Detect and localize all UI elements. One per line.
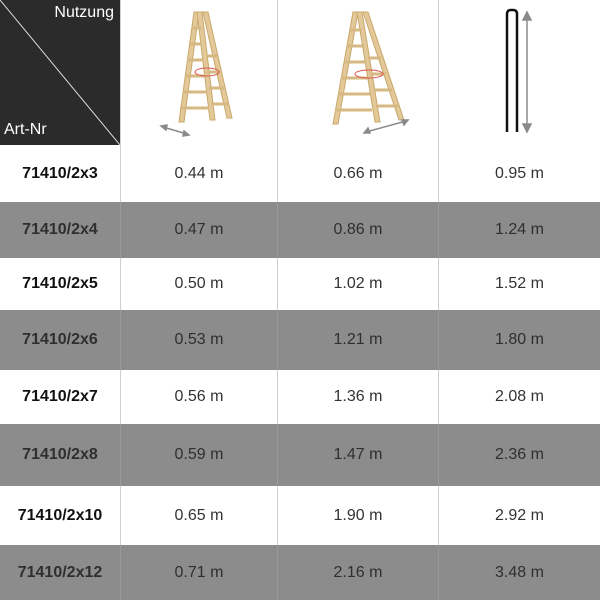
table-row: [0, 202, 600, 258]
folded-height-value: 2.92 m: [438, 486, 600, 545]
folded-height-value: 1.24 m: [438, 202, 600, 258]
ladder-width-icon: [121, 0, 278, 145]
folded-height-value: 0.95 m: [438, 145, 600, 202]
article-number: 71410/2x12: [17, 563, 103, 581]
header-col-base-width: [120, 0, 277, 145]
open-width-value: 1.02 m: [277, 258, 438, 310]
article-number-label: Art-Nr: [4, 121, 47, 138]
open-width-value: 1.21 m: [277, 310, 438, 370]
header-col-folded-height: [438, 0, 600, 145]
table-row: [0, 370, 600, 424]
open-width-value: 1.90 m: [277, 486, 438, 545]
base-width-value: 0.59 m: [120, 424, 277, 486]
table-row: [0, 486, 600, 545]
table-row: [0, 545, 600, 600]
table-row: [0, 310, 600, 370]
article-number: 71410/2x5: [22, 275, 98, 292]
base-width-value: 0.71 m: [120, 545, 277, 600]
base-width-value: 0.53 m: [120, 310, 277, 370]
ladder-width-wide-icon: [278, 0, 439, 145]
folded-height-value: 2.36 m: [438, 424, 600, 486]
folded-height-value: 2.08 m: [438, 370, 600, 424]
open-width-value: 1.47 m: [277, 424, 438, 486]
corner-header-cell: [0, 0, 120, 145]
base-width-value: 0.47 m: [120, 202, 277, 258]
folded-height-value: 3.48 m: [438, 545, 600, 600]
base-width-value: 0.50 m: [120, 258, 277, 310]
article-number: 71410/2x4: [22, 221, 98, 238]
folded-height-icon: [439, 0, 600, 145]
table-row: [0, 424, 600, 486]
table-row: [0, 145, 600, 202]
base-width-value: 0.65 m: [120, 486, 277, 545]
article-number: 71410/2x7: [22, 388, 98, 405]
open-width-value: 1.36 m: [277, 370, 438, 424]
folded-height-value: 1.80 m: [438, 310, 600, 370]
header-col-open-width: [277, 0, 438, 145]
article-number: 71410/2x3: [22, 164, 98, 182]
article-number: 71410/2x10: [17, 506, 103, 524]
article-number: 71410/2x8: [22, 446, 98, 463]
article-number: 71410/2x6: [22, 331, 98, 348]
open-width-value: 0.86 m: [277, 202, 438, 258]
open-width-value: 2.16 m: [277, 545, 438, 600]
table-header: [0, 0, 600, 145]
table-row: [0, 258, 600, 310]
usage-label: Nutzung: [54, 4, 114, 21]
folded-height-value: 1.52 m: [438, 258, 600, 310]
base-width-value: 0.56 m: [120, 370, 277, 424]
base-width-value: 0.44 m: [120, 145, 277, 202]
open-width-value: 0.66 m: [277, 145, 438, 202]
